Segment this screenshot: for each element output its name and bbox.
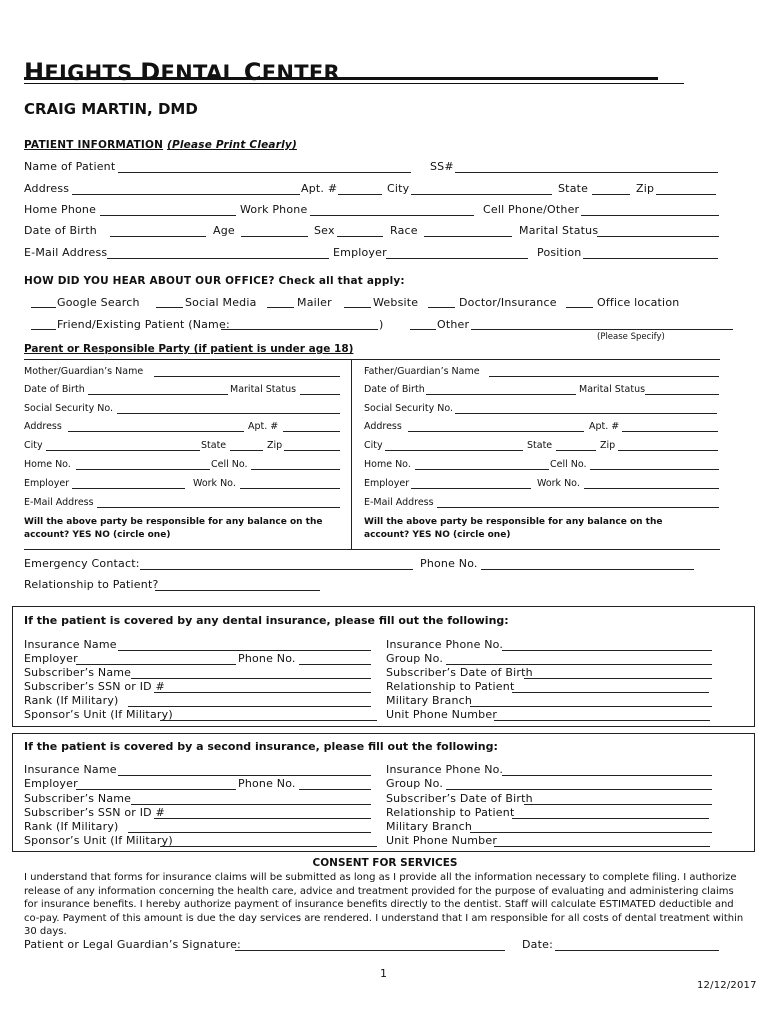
- father-apt-label: Apt. #: [589, 421, 620, 432]
- page-number: 1: [380, 967, 388, 980]
- ins2-name-field[interactable]: [118, 775, 371, 776]
- ins2-subscriber-label: Subscriber’s Name: [24, 792, 132, 805]
- father-apt-field[interactable]: [622, 431, 718, 432]
- ins1-employer-label: Employer: [24, 652, 78, 665]
- signature-field[interactable]: [235, 950, 505, 951]
- father-name-label: Father/Guardian’s Name: [364, 366, 480, 377]
- mother-ssn-field[interactable]: [117, 413, 340, 414]
- ins1-phone2-field[interactable]: [502, 650, 712, 651]
- ins1-unit-label: Unit Phone Number: [386, 708, 498, 721]
- ins1-ssn-field[interactable]: [154, 692, 371, 693]
- mother-zip-field[interactable]: [284, 450, 340, 451]
- responsible-divider: [351, 360, 352, 549]
- other-field[interactable]: [471, 329, 733, 330]
- mother-email-label: E-Mail Address: [24, 497, 94, 508]
- friend-close: ): [379, 318, 384, 331]
- ins1-group-label: Group No.: [386, 652, 444, 665]
- insurance1-heading: If the patient is covered by any dental insurance, please fill out the following:: [24, 614, 509, 627]
- ins2-ssn-field[interactable]: [154, 818, 371, 819]
- ins2-employer-label: Employer: [24, 777, 78, 790]
- father-dob-label: Date of Birth: [364, 384, 425, 395]
- ins2-unit-field[interactable]: [494, 846, 710, 847]
- ins1-subscriber-label: Subscriber’s Name: [24, 666, 132, 679]
- mother-dob-label: Date of Birth: [24, 384, 85, 395]
- date-field[interactable]: [555, 950, 719, 951]
- consent-text: I understand that forms for insurance claims will be submitted as long as I provide all the information necessary to complete filing. I authorize release of any information concerning the health care, advice and treatment provided for the purpose of evaluating and administering claims for insurance benefits. I hereby authorize payment of insurance benefits directly to the dentist. Staff will calculate ESTIMATED deductible and co-pay. Payment of this amount is due the day services are rendered. I understand that I am responsible for all costs of dental treatment within 30 days.: [24, 872, 744, 937]
- cell-phone-field[interactable]: [581, 215, 719, 216]
- relationship-field[interactable]: [155, 590, 320, 591]
- father-cell-field[interactable]: [590, 469, 719, 470]
- father-ssn-field[interactable]: [455, 413, 717, 414]
- mother-ssn-label: Social Security No.: [24, 403, 113, 414]
- marital-label: Marital Status: [519, 224, 599, 237]
- ins2-rank-field[interactable]: [128, 832, 371, 833]
- address-field[interactable]: [72, 194, 300, 195]
- ins2-rank-label: Rank (If Military): [24, 820, 119, 833]
- mother-marital-field[interactable]: [300, 394, 340, 395]
- mother-state-label: State: [201, 440, 227, 451]
- father-name-field[interactable]: [489, 376, 719, 377]
- ins1-relationship-field[interactable]: [512, 692, 709, 693]
- mother-apt-label: Apt. #: [248, 421, 279, 432]
- title-rule: [24, 77, 658, 80]
- emergency-phone-field[interactable]: [481, 569, 694, 570]
- ins1-rank-label: Rank (If Military): [24, 694, 119, 707]
- ins1-group-field[interactable]: [446, 664, 712, 665]
- patient-name-field[interactable]: [118, 172, 411, 173]
- city-label: City: [387, 182, 410, 195]
- practice-title: HEIGHTS DENTAL CENTER: [24, 58, 341, 86]
- other-label: Other: [437, 318, 470, 331]
- ins2-sponsor-field[interactable]: [160, 846, 377, 847]
- social-check[interactable]: [156, 307, 183, 308]
- employer-label: Employer: [333, 246, 387, 259]
- patient-info-heading: PATIENT INFORMATION (Please Print Clearly): [24, 139, 297, 151]
- mailer-check[interactable]: [267, 307, 294, 308]
- work-phone-label: Work Phone: [240, 203, 308, 216]
- doctor-check[interactable]: [428, 307, 455, 308]
- father-address-field[interactable]: [408, 431, 584, 432]
- ins2-name-label: Insurance Name: [24, 763, 117, 776]
- father-state-field[interactable]: [556, 450, 596, 451]
- consent-heading: CONSENT FOR SERVICES: [312, 857, 458, 869]
- ins2-sub-dob-label: Subscriber’s Date of Birth: [386, 792, 533, 805]
- mother-marital-label: Marital Status: [230, 384, 297, 395]
- father-zip-field[interactable]: [618, 450, 718, 451]
- father-city-field[interactable]: [385, 450, 523, 451]
- father-work-label: Work No.: [537, 478, 580, 489]
- work-phone-field[interactable]: [310, 215, 474, 216]
- ins2-relationship-field[interactable]: [512, 818, 709, 819]
- sex-label: Sex: [314, 224, 335, 237]
- emergency-label: Emergency Contact:: [24, 557, 140, 570]
- address-label: Address: [24, 182, 70, 195]
- father-state-label: State: [527, 440, 553, 451]
- ins1-branch-field[interactable]: [470, 706, 712, 707]
- marital-field[interactable]: [597, 236, 719, 237]
- email-field[interactable]: [107, 258, 329, 259]
- ins2-phone-field[interactable]: [299, 789, 371, 790]
- friend-name-field[interactable]: [221, 329, 378, 330]
- ssn-field[interactable]: [455, 172, 718, 173]
- mother-name-label: Mother/Guardian’s Name: [24, 366, 144, 377]
- mother-city-field[interactable]: [46, 450, 200, 451]
- father-work-field[interactable]: [584, 488, 719, 489]
- ins1-sub-dob-label: Subscriber’s Date of Birth: [386, 666, 533, 679]
- specify-note: (Please Specify): [597, 332, 665, 342]
- father-city-label: City: [364, 440, 383, 451]
- father-address-label: Address: [364, 421, 402, 432]
- website-label: Website: [373, 296, 419, 309]
- ins1-branch-label: Military Branch: [386, 694, 473, 707]
- mother-cell-label: Cell No.: [211, 459, 248, 470]
- friend-label: Friend/Existing Patient (Name:: [57, 318, 230, 331]
- emergency-field[interactable]: [140, 569, 413, 570]
- patient-name-label: Name of Patient: [24, 160, 116, 173]
- ins1-unit-field[interactable]: [494, 720, 710, 721]
- mother-employer-label: Employer: [24, 478, 70, 489]
- mother-state-field[interactable]: [230, 450, 263, 451]
- zip-label: Zip: [636, 182, 655, 195]
- father-marital-field[interactable]: [645, 394, 719, 395]
- mother-balance-question: Will the above party be responsible for any balance on the account? YES NO (circle one): [24, 517, 323, 540]
- responsible-top-rule: [24, 359, 720, 360]
- age-field[interactable]: [241, 236, 308, 237]
- race-field[interactable]: [424, 236, 512, 237]
- mother-dob-field[interactable]: [88, 394, 228, 395]
- dob-field[interactable]: [110, 236, 206, 237]
- father-ssn-label: Social Security No.: [364, 403, 453, 414]
- ins1-phone-label: Phone No.: [238, 652, 296, 665]
- responsible-bottom-rule: [24, 549, 720, 550]
- ins2-group-field[interactable]: [446, 789, 712, 790]
- ins1-name-field[interactable]: [118, 650, 371, 651]
- office-check[interactable]: [566, 307, 593, 308]
- google-check[interactable]: [31, 307, 56, 308]
- apt-label: Apt. #: [301, 182, 338, 195]
- ins2-group-label: Group No.: [386, 777, 444, 790]
- date-label: Date:: [522, 938, 553, 951]
- social-label: Social Media: [185, 296, 257, 309]
- ins1-employer-field[interactable]: [76, 664, 236, 665]
- mother-work-field[interactable]: [240, 488, 340, 489]
- father-home-label: Home No.: [364, 459, 411, 470]
- father-email-field[interactable]: [437, 507, 719, 508]
- ins2-unit-label: Unit Phone Number: [386, 834, 498, 847]
- father-home-field[interactable]: [415, 469, 549, 470]
- father-employer-field[interactable]: [411, 488, 531, 489]
- ins2-phone-label: Phone No.: [238, 777, 296, 790]
- home-phone-field[interactable]: [100, 215, 236, 216]
- ins2-subscriber-field[interactable]: [131, 804, 371, 805]
- relationship-label: Relationship to Patient?: [24, 578, 159, 591]
- mother-address-field[interactable]: [68, 431, 244, 432]
- ins1-rank-field[interactable]: [128, 706, 371, 707]
- ins1-sponsor-field[interactable]: [160, 720, 377, 721]
- position-field[interactable]: [583, 258, 718, 259]
- mother-zip-label: Zip: [267, 440, 283, 451]
- father-employer-label: Employer: [364, 478, 410, 489]
- zip-field[interactable]: [656, 194, 716, 195]
- doctor-name: CRAIG MARTIN, DMD: [24, 100, 198, 118]
- office-label: Office location: [597, 296, 680, 309]
- mother-employer-field[interactable]: [72, 488, 185, 489]
- ins2-sub-dob-field[interactable]: [524, 804, 712, 805]
- emergency-phone-label: Phone No.: [420, 557, 478, 570]
- ins1-ssn-label: Subscriber’s SSN or ID #: [24, 680, 165, 693]
- ins2-phone2-field[interactable]: [502, 775, 712, 776]
- father-email-label: E-Mail Address: [364, 497, 434, 508]
- friend-check[interactable]: [31, 329, 56, 330]
- ins2-employer-field[interactable]: [76, 789, 236, 790]
- ins2-branch-field[interactable]: [470, 832, 712, 833]
- father-cell-label: Cell No.: [550, 459, 587, 470]
- ins1-phone2-label: Insurance Phone No.: [386, 638, 504, 651]
- insurance2-heading: If the patient is covered by a second insurance, please fill out the following:: [24, 740, 498, 753]
- ins2-branch-label: Military Branch: [386, 820, 473, 833]
- mother-work-label: Work No.: [193, 478, 236, 489]
- mother-apt-field[interactable]: [283, 431, 340, 432]
- age-label: Age: [213, 224, 235, 237]
- mother-email-field[interactable]: [97, 507, 340, 508]
- ins1-sub-dob-field[interactable]: [524, 678, 712, 679]
- ssn-label: SS#: [430, 160, 454, 173]
- website-check[interactable]: [344, 307, 371, 308]
- mailer-label: Mailer: [297, 296, 332, 309]
- position-label: Position: [537, 246, 582, 259]
- ins1-name-label: Insurance Name: [24, 638, 117, 651]
- sex-field[interactable]: [337, 236, 383, 237]
- ins1-subscriber-field[interactable]: [131, 678, 371, 679]
- ins1-relationship-label: Relationship to Patient: [386, 680, 515, 693]
- cell-phone-label: Cell Phone/Other: [483, 203, 580, 216]
- responsible-heading: Parent or Responsible Party (if patient is under age 18): [24, 343, 354, 355]
- mother-home-field[interactable]: [76, 469, 210, 470]
- race-label: Race: [390, 224, 418, 237]
- home-phone-label: Home Phone: [24, 203, 97, 216]
- other-check[interactable]: [410, 329, 436, 330]
- apt-field[interactable]: [338, 194, 382, 195]
- ins1-sponsor-label: Sponsor’s Unit (If Military): [24, 708, 173, 721]
- dob-label: Date of Birth: [24, 224, 97, 237]
- ins2-sponsor-label: Sponsor’s Unit (If Military): [24, 834, 173, 847]
- google-label: Google Search: [57, 296, 140, 309]
- employer-field[interactable]: [386, 258, 528, 259]
- title-rule-thin: [24, 83, 684, 84]
- city-field[interactable]: [411, 194, 552, 195]
- father-balance-question: Will the above party be responsible for any balance on the account? YES NO (circle one): [364, 517, 663, 540]
- doctor-label: Doctor/Insurance: [459, 296, 557, 309]
- father-marital-label: Marital Status: [579, 384, 646, 395]
- email-label: E-Mail Address: [24, 246, 108, 259]
- ins2-relationship-label: Relationship to Patient: [386, 806, 515, 819]
- ins2-ssn-label: Subscriber’s SSN or ID #: [24, 806, 165, 819]
- referral-heading: HOW DID YOU HEAR ABOUT OUR OFFICE? Check all that apply:: [24, 275, 405, 287]
- state-field[interactable]: [592, 194, 630, 195]
- footer-date: 12/12/2017: [697, 980, 757, 991]
- mother-cell-field[interactable]: [251, 469, 340, 470]
- father-zip-label: Zip: [600, 440, 616, 451]
- ins1-phone-field[interactable]: [299, 664, 371, 665]
- mother-name-field[interactable]: [154, 376, 340, 377]
- signature-label: Patient or Legal Guardian’s Signature:: [24, 938, 241, 951]
- mother-address-label: Address: [24, 421, 62, 432]
- state-label: State: [558, 182, 589, 195]
- mother-city-label: City: [24, 440, 43, 451]
- mother-home-label: Home No.: [24, 459, 71, 470]
- father-dob-field[interactable]: [426, 394, 576, 395]
- ins2-phone2-label: Insurance Phone No.: [386, 763, 504, 776]
